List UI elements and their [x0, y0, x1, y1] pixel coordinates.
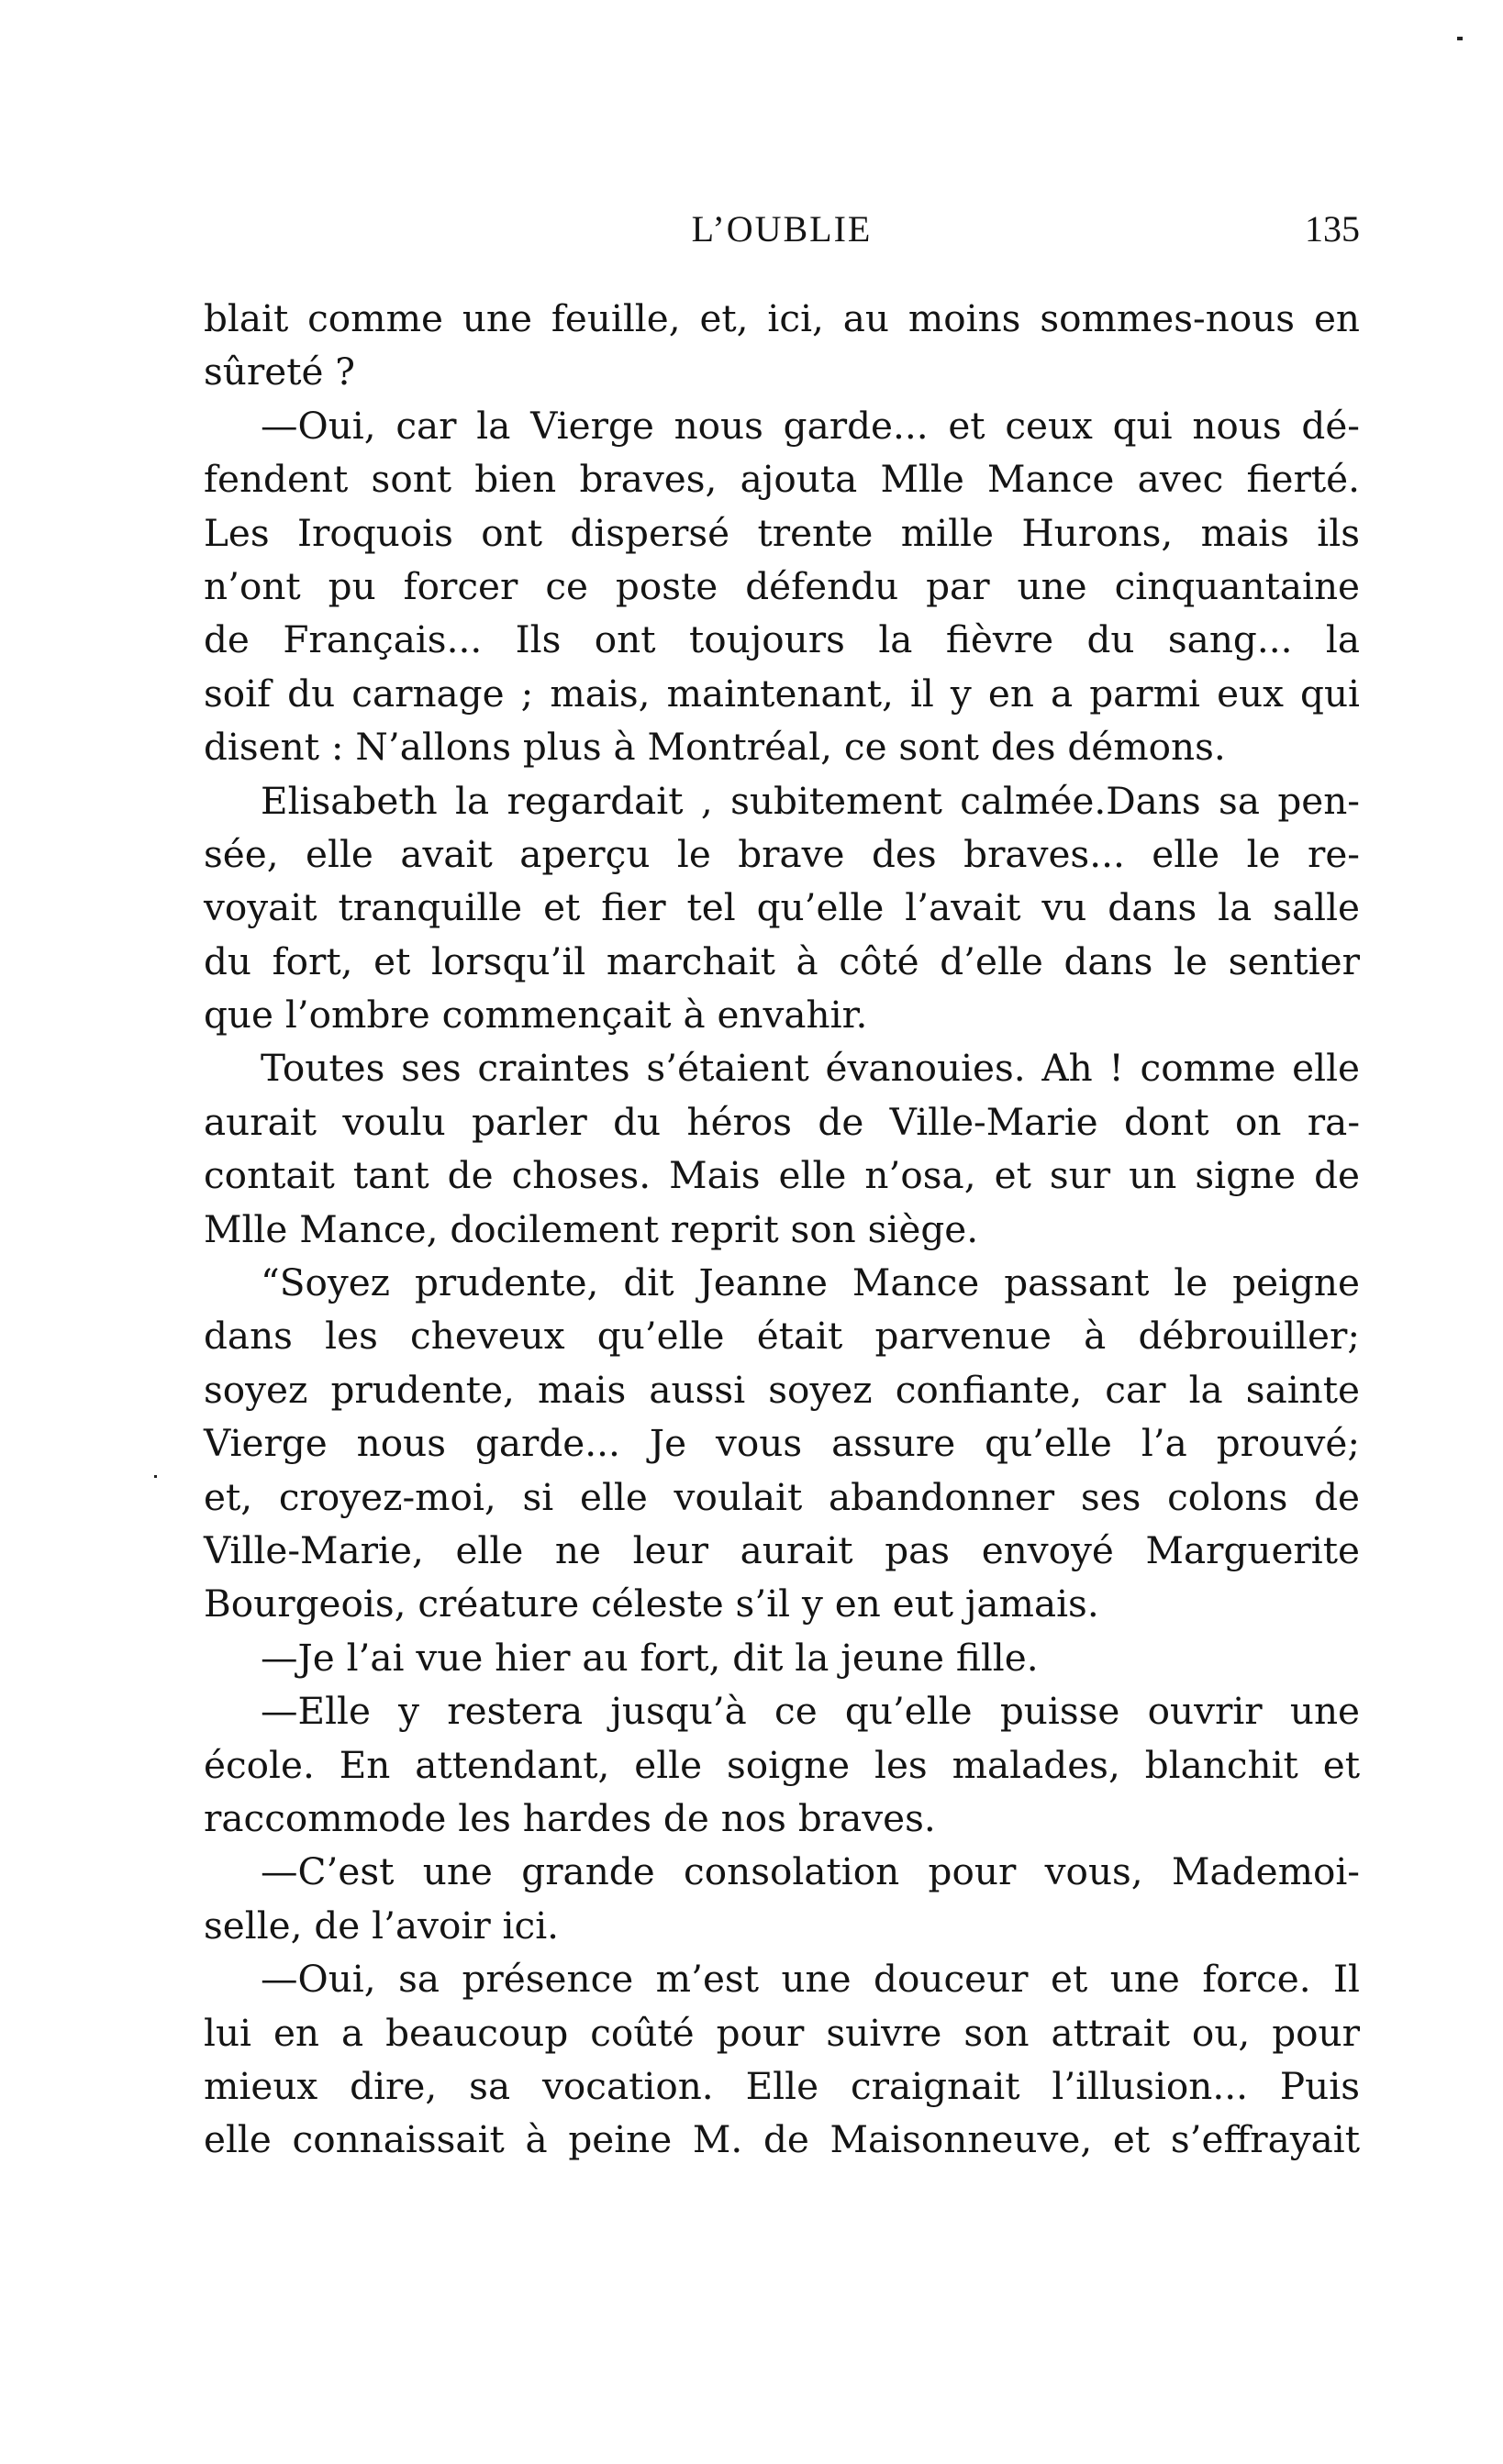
text-line: soyez prudente, mais aussi soyez confiante, car la sainte	[204, 1367, 1360, 1412]
text-line: aurait voulu parler du héros de Ville-Marie dont on ra-	[204, 1099, 1360, 1144]
text-line: que l’ombre commençait à envahir.	[204, 993, 868, 1038]
text-line: de Français... Ils ont toujours la fièvre du sang... la	[204, 617, 1360, 662]
text-line: Ville-Marie, elle ne leur aurait pas envoyé Marguerite	[204, 1527, 1360, 1572]
page-number: 135	[1305, 208, 1360, 250]
text-line: —C’est une grande consolation pour vous, Mademoi-	[261, 1849, 1360, 1894]
text-line: lui en a beaucoup coûté pour suivre son attrait ou, pour	[204, 2010, 1360, 2055]
text-line: Toutes ses craintes s’étaient évanouies. Ah ! comme elle	[261, 1046, 1360, 1091]
text-line: sée, elle avait aperçu le brave des braves... elle le re-	[204, 831, 1360, 876]
text-line: Vierge nous garde... Je vous assure qu’elle l’a prouvé;	[204, 1421, 1360, 1466]
text-line: —Elle y restera jusqu’à ce qu’elle puisse ouvrir une	[261, 1689, 1360, 1734]
text-line: contait tant de choses. Mais elle n’osa, et sur un signe de	[204, 1153, 1360, 1198]
text-line: —Oui, car la Vierge nous garde... et ceux qui nous dé-	[261, 403, 1360, 448]
text-line: Les Iroquois ont dispersé trente mille Hurons, mais ils	[204, 510, 1360, 555]
text-line: mieux dire, sa vocation. Elle craignait l’illusion... Puis	[204, 2063, 1360, 2108]
text-line: voyait tranquille et fier tel qu’elle l’avait vu dans la salle	[204, 885, 1360, 930]
running-title: L’OUBLIE	[691, 208, 873, 250]
text-line: sûreté ?	[204, 350, 356, 394]
text-line: n’ont pu forcer ce poste défendu par une cinquantaine	[204, 563, 1360, 608]
text-line: Elisabeth la regardait , subitement calmée.Dans sa pen-	[261, 778, 1360, 823]
text-line: Mlle Mance, docilement reprit son siège.	[204, 1206, 979, 1251]
text-line: soif du carnage ; mais, maintenant, il y en a parmi eux qui	[204, 671, 1360, 716]
text-line: dans les cheveux qu’elle était parvenue à débrouiller;	[204, 1314, 1360, 1359]
text-line: raccommode les hardes de nos braves.	[204, 1795, 936, 1840]
text-line: —Je l’ai vue hier au fort, dit la jeune fille.	[261, 1635, 1039, 1680]
text-line: blait comme une feuille, et, ici, au moins sommes-nous en	[204, 296, 1360, 340]
text-line: disent : N’allons plus à Montréal, ce sont des démons.	[204, 725, 1226, 770]
running-header	[204, 204, 1360, 255]
text-line: “Soyez prudente, dit Jeanne Mance passant le peigne	[261, 1260, 1360, 1305]
text-line: du fort, et lorsqu’il marchait à côté d’elle dans le sentier	[204, 938, 1360, 983]
text-line: fendent sont bien braves, ajouta Mlle Mance avec fierté.	[204, 457, 1360, 502]
text-line: —Oui, sa présence m’est une douceur et une force. Il	[261, 1957, 1360, 2002]
print-speck	[154, 1475, 157, 1478]
text-line: elle connaissait à peine M. de Maisonneuve, et s’effrayait	[204, 2117, 1360, 2162]
print-mark	[1457, 37, 1463, 40]
body-text	[204, 292, 1360, 2167]
text-line: et, croyez-moi, si elle voulait abandonner ses colons de	[204, 1474, 1360, 1519]
text-line: Bourgeois, créature céleste s’il y en eut jamais.	[204, 1582, 1099, 1626]
text-line: selle, de l’avoir ici.	[204, 1903, 560, 1948]
text-line: école. En attendant, elle soigne les malades, blanchit et	[204, 1742, 1360, 1787]
